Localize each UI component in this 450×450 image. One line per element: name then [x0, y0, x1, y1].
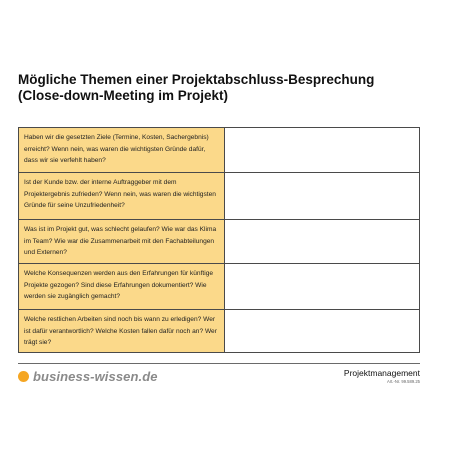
table-row: [19, 128, 419, 173]
question-cell: Welche Konsequenzen werden aus den Erfahrungen für künftige Projekte gezogen? Sind diese Erfahrungen dokumentiert? Wie werden sie zugänglich gemacht?: [19, 264, 225, 309]
question-cell: Was ist im Projekt gut, was schlecht gelaufen? Wie war das Klima im Team? Wie war die Zusammenarbeit mit den Fachabteilungen und Externen?: [19, 220, 225, 263]
question-cell: Haben wir die gesetzten Ziele (Termine, Kosten, Sachergebnis) erreicht? Wenn nein, was waren die wichtigsten Gründe dafür, dass wir sie verfehlt haben?: [19, 128, 225, 172]
answer-cell[interactable]: [225, 264, 419, 309]
answer-cell[interactable]: [225, 173, 419, 219]
answer-cell[interactable]: [225, 128, 419, 172]
logo-dot-icon: [18, 371, 29, 382]
answer-cell[interactable]: [225, 220, 419, 263]
logo-text: business-wissen.de: [33, 368, 158, 384]
answer-cell[interactable]: [225, 310, 419, 352]
title-line-2: (Close-down-Meeting im Projekt): [18, 88, 229, 103]
footer-info: [344, 368, 420, 385]
table-row: [19, 220, 419, 264]
table-row: [19, 264, 419, 310]
table-row: [19, 310, 419, 352]
table-row: [19, 173, 419, 220]
section-label: Projektmanagement: [343, 368, 420, 378]
brand-logo: [18, 367, 158, 385]
title-line-1: Mögliche Themen einer Projektabschluss-Besprechung: [18, 72, 375, 87]
page-title: [18, 72, 438, 104]
question-cell: Welche restlichen Arbeiten sind noch bis wann zu erledigen? Wer ist dafür verantwortlich? Welche Kosten fallen dafür noch an? Wer trägt sie?: [19, 310, 225, 352]
article-number: Art.-Nr. 99.589.25: [386, 379, 420, 384]
question-table: [18, 127, 420, 353]
question-cell: Ist der Kunde bzw. der interne Auftraggeber mit dem Projektergebnis zufrieden? Wenn nein, was waren die wichtigsten Gründe für seine Unzufriedenheit?: [19, 173, 225, 219]
footer-divider: [18, 363, 420, 364]
